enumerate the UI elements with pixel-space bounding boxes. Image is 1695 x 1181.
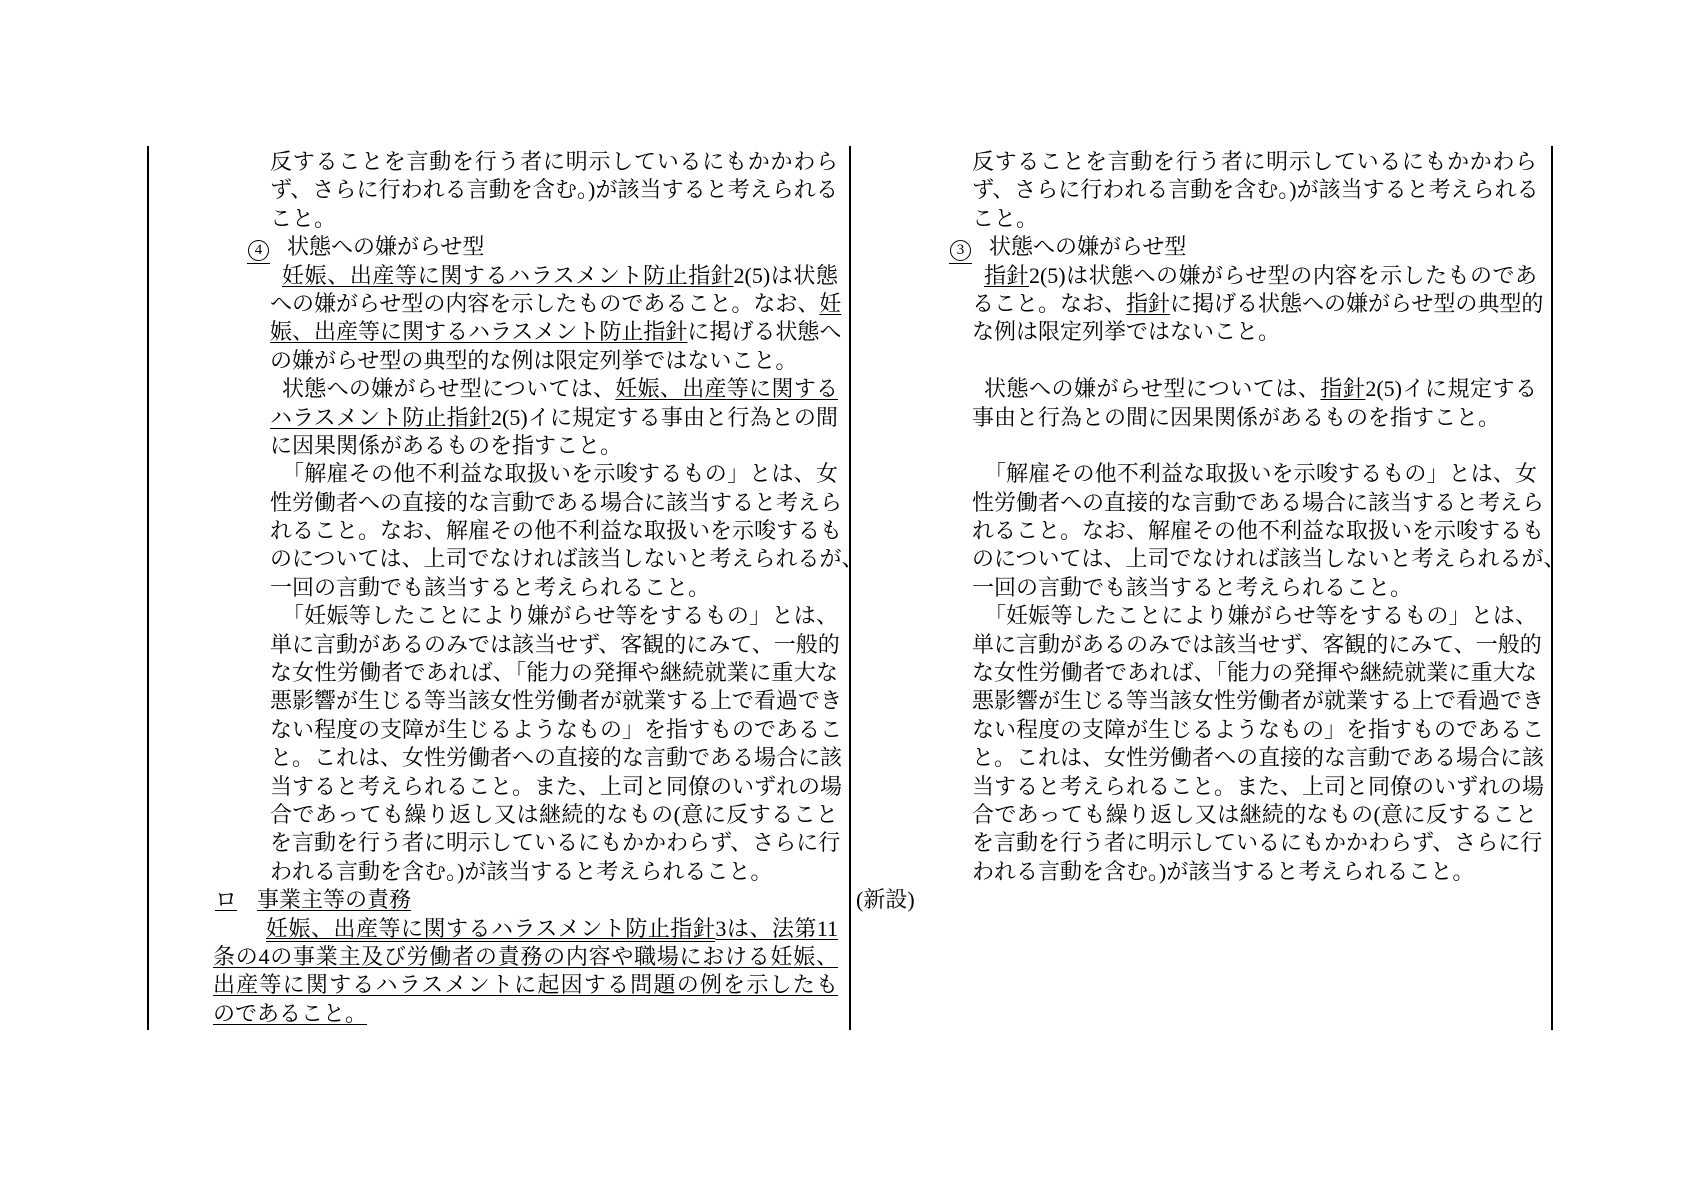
- text-line: [850, 404, 1537, 432]
- text-segment: の嫌がらせ型の典型的な例は限定列挙ではないこと。: [270, 347, 798, 373]
- text-segment: 一回の言動でも該当すると考えられること。: [972, 574, 1413, 600]
- text-line: [148, 886, 838, 914]
- text-segment: ない程度の支障が生じるようなもの」を指すものであるこ: [972, 716, 1545, 742]
- text-segment: に掲げる状態への嫌がらせ型の典型的: [1170, 290, 1544, 316]
- table-rule-right: [1551, 146, 1553, 1030]
- text-line: [148, 631, 838, 659]
- circled-number-glyph: 3: [950, 240, 971, 261]
- text-segment: と。これは、女性労働者への直接的な言動である場合に該: [972, 745, 1545, 771]
- text-segment: 合であっても繰り返し又は継続的なもの(意に反すること: [270, 801, 838, 827]
- text-segment: のについては、上司でなければ該当しないと考えられるが、: [270, 546, 864, 572]
- text-segment: 2(5)イに規定する事由と行為との間: [491, 404, 839, 430]
- text-segment: ず、さらに行われる言動を含む。)が該当すると考えられる: [972, 177, 1539, 203]
- text-line: [850, 545, 1566, 573]
- text-segment: (新設): [856, 887, 915, 913]
- text-segment: と。これは、女性労働者への直接的な言動である場合に該: [270, 745, 843, 771]
- text-line: [850, 773, 1545, 801]
- text-segment: に掲げる状態へ: [687, 319, 842, 345]
- text-segment: 「解雇その他不利益な取扱いを示唆するもの」とは、女: [282, 461, 838, 487]
- text-line: [850, 829, 1543, 857]
- text-segment: 悪影響が生じる等当該女性労働者が就業する上で看過でき: [270, 688, 843, 714]
- blank-line: [850, 432, 1537, 460]
- text-segment: 「妊娠等したことにより嫌がらせ等をするもの」とは、: [984, 603, 1537, 629]
- text-line: [148, 517, 843, 545]
- text-segment: 「妊娠等したことにより嫌がらせ等をするもの」とは、: [282, 603, 838, 629]
- column-left-text: [148, 148, 864, 1028]
- text-line: [148, 290, 842, 318]
- text-line: [148, 404, 838, 432]
- text-segment: れること。なお、解雇その他不利益な取扱いを示唆するも: [972, 518, 1545, 544]
- underlined-text-segment: 娠、出産等に関するハラスメント防止指針: [270, 319, 688, 345]
- text-segment: 反することを言動を行う者に明示しているにもかかわら: [270, 149, 838, 174]
- text-line: [850, 858, 1537, 886]
- text-line: [850, 262, 1537, 290]
- underlined-text-segment: 指針: [1126, 290, 1171, 316]
- text-line: [148, 262, 838, 290]
- text-line: [850, 574, 1537, 602]
- text-line: [850, 460, 1537, 488]
- text-line: [148, 318, 842, 346]
- text-line: [148, 829, 841, 857]
- text-line: [850, 659, 1537, 687]
- text-segment: ない程度の支障が生じるようなもの」を指すものであるこ: [270, 716, 843, 742]
- text-line: [148, 971, 838, 999]
- text-line: [850, 205, 1537, 233]
- text-line: [148, 687, 843, 715]
- text-segment: 反することを言動を行う者に明示しているにもかかわら: [972, 149, 1537, 174]
- circled-number-marker: [949, 233, 989, 264]
- text-segment: を言動を行う者に明示しているにもかかわらず、さらに行: [972, 830, 1543, 856]
- underlined-text-segment: 事業主等の責務: [257, 887, 412, 913]
- text-line: [148, 602, 838, 630]
- text-line: [148, 205, 838, 233]
- text-line: [148, 943, 838, 971]
- text-line: [148, 375, 838, 403]
- text-line: [850, 716, 1545, 744]
- text-segment: 性労働者への直接的な言動である場合に該当すると考えら: [270, 489, 843, 515]
- text-line: [850, 886, 1537, 914]
- text-segment: われる言動を含む。)が該当すると考えられること。: [270, 858, 773, 884]
- underlined-text-segment: のであること。: [213, 1000, 368, 1026]
- text-segment: 「解雇その他不利益な取扱いを示唆するもの」とは、女: [984, 461, 1537, 487]
- text-segment: を言動を行う者に明示しているにもかかわらず、さらに行: [270, 830, 841, 856]
- text-segment: な女性労働者であれば、「能力の発揮や継続就業に重大な: [972, 660, 1537, 686]
- text-line: [850, 176, 1537, 204]
- text-line: [850, 631, 1542, 659]
- text-segment: 状態への嫌がらせ型: [989, 234, 1187, 260]
- text-segment: れること。なお、解雇その他不利益な取扱いを示唆するも: [270, 518, 843, 544]
- text-segment: 合であっても繰り返し又は継続的なもの(意に反すること: [972, 801, 1537, 827]
- text-line: [148, 460, 838, 488]
- text-line: [850, 602, 1537, 630]
- circled-number-underline: [949, 234, 972, 264]
- text-segment: 単に言動があるのみでは該当せず、客観的にみて、一般的: [972, 631, 1542, 657]
- text-segment: 2(5)は状態への嫌がらせ型の内容を示したものであ: [1028, 262, 1537, 288]
- underlined-text-segment: 指針: [984, 262, 1029, 288]
- underlined-text-segment: 指針: [1320, 376, 1366, 402]
- text-segment: 性労働者への直接的な言動である場合に該当すると考えら: [972, 489, 1545, 515]
- text-line: [148, 915, 838, 943]
- text-line: [148, 1000, 838, 1028]
- text-segment: への嫌がらせ型の内容を示したものであること。なお、: [270, 290, 820, 316]
- text-line: [148, 233, 838, 261]
- blank-line: [850, 347, 1537, 375]
- text-segment: こと。: [972, 205, 1039, 231]
- circled-number-underline: [247, 234, 270, 264]
- text-line: [148, 176, 838, 204]
- text-line: [850, 687, 1545, 715]
- text-segment: 一回の言動でも該当すると考えられること。: [270, 574, 711, 600]
- text-line: [148, 489, 843, 517]
- text-segment: な例は限定列挙ではないこと。: [972, 319, 1281, 345]
- text-line: [148, 744, 843, 772]
- circled-number-marker: [247, 233, 287, 264]
- text-segment: に因果関係があるものを指すこと。: [270, 432, 623, 458]
- text-segment: 状態への嫌がらせ型: [287, 234, 485, 260]
- text-line: [850, 489, 1545, 517]
- underlined-text-segment: 妊娠、出産等に関するハラスメント防止指針: [282, 262, 734, 288]
- text-segment: ず、さらに行われる言動を含む。)が該当すると考えられる: [270, 177, 838, 203]
- text-segment: 事由と行為との間に因果関係があるものを指すこと。: [972, 404, 1501, 430]
- underlined-text-segment: 条の4の事業主及び労働者の責務の内容や職場における妊娠、: [213, 943, 838, 969]
- text-segment: な女性労働者であれば、「能力の発揮や継続就業に重大な: [270, 660, 838, 686]
- underlined-text-segment: ハラスメント防止指針: [270, 404, 492, 430]
- text-line: [850, 290, 1544, 318]
- text-line: [850, 375, 1537, 403]
- text-line: [850, 517, 1545, 545]
- text-line: [148, 148, 838, 176]
- underlined-text-segment: 妊娠、出産等に関するハラスメント防止指針: [266, 915, 716, 941]
- text-segment: 単に言動があるのみでは該当せず、客観的にみて、一般的: [270, 631, 840, 657]
- column-right-text: [850, 148, 1566, 915]
- text-segment: 2(5)は状態: [733, 262, 838, 288]
- text-line: [850, 318, 1537, 346]
- text-segment: のについては、上司でなければ該当しないと考えられるが、: [972, 546, 1566, 572]
- text-segment: こと。: [270, 205, 337, 231]
- circled-number-glyph: 4: [248, 240, 269, 261]
- text-segment: 当すると考えられること。また、上司と同僚のいずれの場: [972, 773, 1545, 799]
- underlined-text-segment: 妊娠、出産等に関する: [615, 376, 838, 402]
- text-line: [148, 545, 864, 573]
- underlined-text-segment: 出産等に関するハラスメントに起因する問題の例を示したも: [213, 972, 838, 998]
- text-line: [148, 801, 838, 829]
- text-segment: 悪影響が生じる等当該女性労働者が就業する上で看過でき: [972, 688, 1545, 714]
- text-line: [850, 148, 1537, 176]
- text-segment: 当すると考えられること。また、上司と同僚のいずれの場: [270, 773, 843, 799]
- text-segment: 2(5)イに規定する: [1365, 376, 1537, 402]
- text-line: [850, 801, 1537, 829]
- text-segment: 状態への嫌がらせ型については、: [282, 376, 616, 402]
- text-line: [148, 773, 843, 801]
- text-line: [148, 574, 838, 602]
- text-line: [148, 858, 838, 886]
- list-marker: ロ: [215, 887, 238, 913]
- text-segment: ること。なお、: [972, 290, 1127, 316]
- text-line: [850, 744, 1545, 772]
- text-line: [148, 432, 838, 460]
- text-segment: 状態への嫌がらせ型については、: [984, 376, 1321, 402]
- text-line: [148, 347, 838, 375]
- underlined-text-segment: 妊: [819, 290, 842, 316]
- underlined-text-segment: 3は、法第11: [715, 915, 839, 941]
- text-line: [148, 659, 838, 687]
- text-segment: われる言動を含む。)が該当すると考えられること。: [972, 858, 1475, 884]
- text-line: [850, 233, 1537, 261]
- text-line: [148, 716, 843, 744]
